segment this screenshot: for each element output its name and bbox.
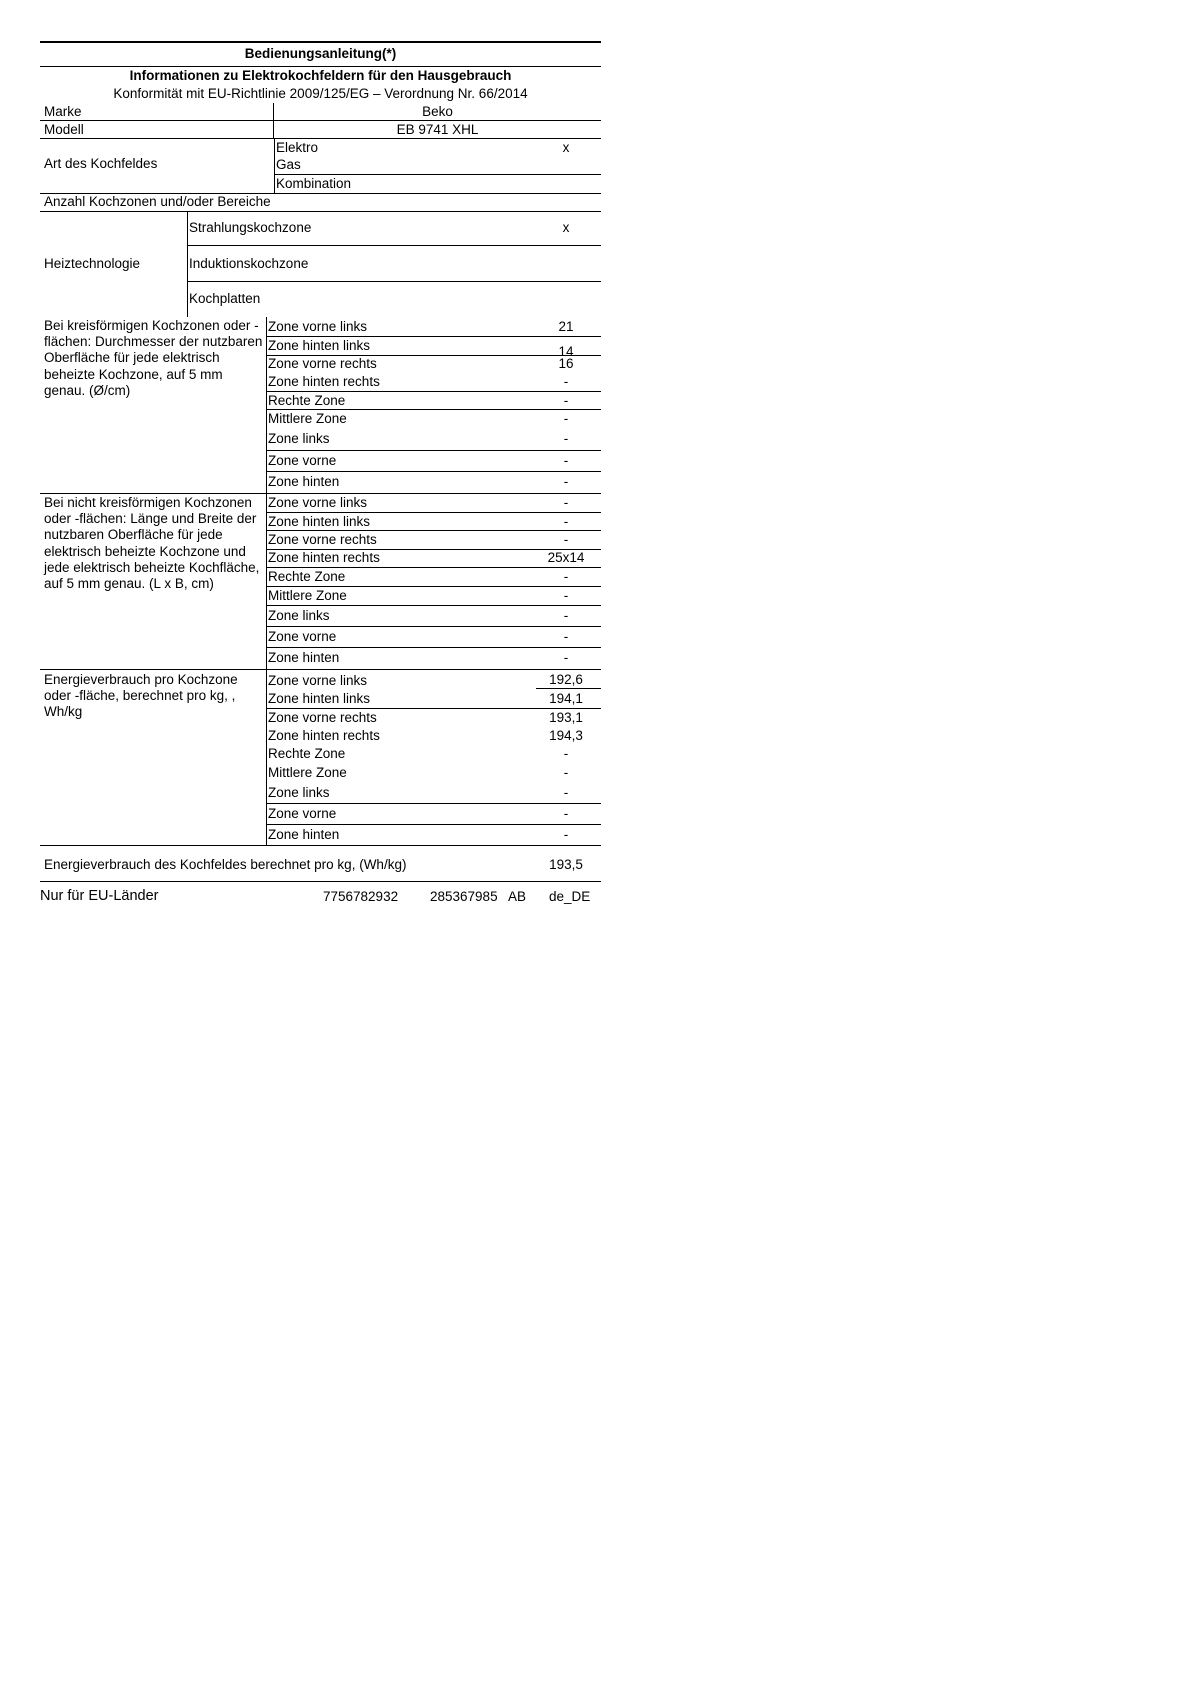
divider [266,824,601,825]
zone-value: - [563,806,569,821]
zone-label: Zone vorne [268,629,337,644]
zone-value: - [563,785,569,800]
zone-label: Zone hinten [268,650,340,665]
heating-option: Kochplatten [189,291,261,306]
divider [40,120,601,121]
hob-type-option: Elektro [276,140,319,155]
document-title: Bedienungsanleitung(*) [244,46,397,61]
zone-label: Rechte Zone [268,746,346,761]
divider [266,626,601,627]
zone-value: - [563,827,569,842]
zone-value: - [563,629,569,644]
heating-label: Heiztechnologie [44,256,141,271]
zone-value: - [563,411,569,426]
zone-value: - [563,453,569,468]
divider [266,567,601,568]
brand-label: Marke [44,104,82,119]
divider [266,391,601,392]
zone-value: 194,1 [549,691,583,706]
zone-value: 193,1 [549,710,583,725]
divider [266,450,601,451]
divider [187,245,601,246]
hob-type-mark: x [562,140,570,155]
divider [40,845,601,846]
divider [266,493,267,669]
zone-label: Zone links [268,431,330,446]
zone-value: 194,3 [549,728,583,743]
divider [187,211,188,317]
divider [266,512,601,513]
model-label: Modell [44,122,84,137]
zone-label: Mittlere Zone [268,411,347,426]
footer-code: 285367985 [430,889,498,904]
total-energy-label: Energieverbrauch des Kochfeldes berechnet pro kg, (Wh/kg) [44,857,407,872]
zone-label: Zone links [268,785,330,800]
zone-value: - [563,569,569,584]
divider [266,336,601,337]
zone-value: - [563,393,569,408]
divider [40,41,601,43]
zone-label: Zone hinten links [268,514,371,529]
zone-label: Zone vorne [268,806,337,821]
zone-value: - [563,514,569,529]
zone-label: Zone hinten rechts [268,374,380,389]
divider [274,138,275,193]
divider [266,471,601,472]
divider [266,803,601,804]
divider [187,281,601,282]
heating-option: Induktionskochzone [189,256,309,271]
zone-label: Zone hinten rechts [268,550,380,565]
zone-label: Zone hinten links [268,338,371,353]
zone-value: 16 [558,356,574,371]
zone-value: 192,6 [549,672,583,687]
zone-value: 21 [558,319,574,334]
zone-label: Zone hinten [268,474,340,489]
divider [40,669,601,670]
zone-value: 14 [558,344,574,359]
zone-value: - [563,374,569,389]
zone-label: Zone vorne rechts [268,532,377,547]
zone-value: - [563,532,569,547]
zone-label: Mittlere Zone [268,588,347,603]
divider [266,530,601,531]
hob-type-label: Art des Kochfeldes [44,156,158,171]
divider [40,211,601,212]
zone-label: Zone hinten [268,827,340,842]
footer-note: Nur für EU-Länder [40,888,159,904]
zone-value: - [563,474,569,489]
divider [40,66,601,67]
divider [266,708,601,709]
zone-value: - [563,650,569,665]
divider [40,881,601,882]
divider [266,605,601,606]
divider [536,688,601,689]
zone-label: Zone vorne rechts [268,356,377,371]
zone-label: Zone vorne links [268,673,368,688]
energy-per-zone-description: Energieverbrauch pro Kochzone oder -fläche, berechnet pro kg, , Wh/kg [44,672,238,720]
divider [266,586,601,587]
zone-label: Zone links [268,608,330,623]
heating-option: Strahlungskochzone [189,220,312,235]
hob-type-option: Gas [276,157,301,172]
divider [40,138,601,139]
footer-code: AB [508,889,527,904]
conformity-line: Konformität mit EU-Richtlinie 2009/125/EG – Verordnung Nr. 66/2014 [113,86,528,101]
zone-label: Zone vorne [268,453,337,468]
zone-value: - [563,608,569,623]
brand-value: Beko [422,104,453,119]
zone-label: Zone hinten links [268,691,371,706]
divider [266,647,601,648]
zone-label: Zone vorne links [268,495,368,510]
hob-type-option: Kombination [276,176,352,191]
divider [274,174,601,175]
zone-label: Rechte Zone [268,569,346,584]
zone-label: Zone vorne links [268,319,368,334]
document-subtitle: Informationen zu Elektrokochfeldern für den Hausgebrauch [129,68,512,83]
zone-label: Zone hinten rechts [268,728,380,743]
divider [40,493,601,494]
footer-code: 7756782932 [323,889,399,904]
circular-zones-description: Bei kreisförmigen Kochzonen oder -flächen: Durchmesser der nutzbaren Oberfläche für jede elektrisch beheizte Kochzone, auf 5 mm genau. (Ø/cm) [44,318,263,398]
zone-value: 25x14 [547,550,585,565]
total-energy-value: 193,5 [549,857,583,872]
heating-mark: x [562,220,570,235]
zone-label: Zone vorne rechts [268,710,377,725]
zone-label: Rechte Zone [268,393,346,408]
zone-value: - [563,431,569,446]
zone-count-label: Anzahl Kochzonen und/oder Bereiche [44,194,271,209]
divider [266,669,267,845]
footer-locale: de_DE [549,889,591,904]
divider [266,317,267,493]
zone-value: - [563,588,569,603]
zone-value: - [563,746,569,761]
divider [266,409,601,410]
zone-label: Mittlere Zone [268,765,347,780]
model-value: EB 9741 XHL [396,122,479,137]
noncircular-zones-description: Bei nicht kreisförmigen Kochzonen oder -flächen: Länge und Breite der nutzbaren Oberfläche für jede elektrisch beheizte Kochzone und jede elektrisch beheizte Kochfläche, auf 5 mm genau. (L x B, cm) [44,495,260,592]
zone-value: - [563,495,569,510]
zone-value: - [563,765,569,780]
